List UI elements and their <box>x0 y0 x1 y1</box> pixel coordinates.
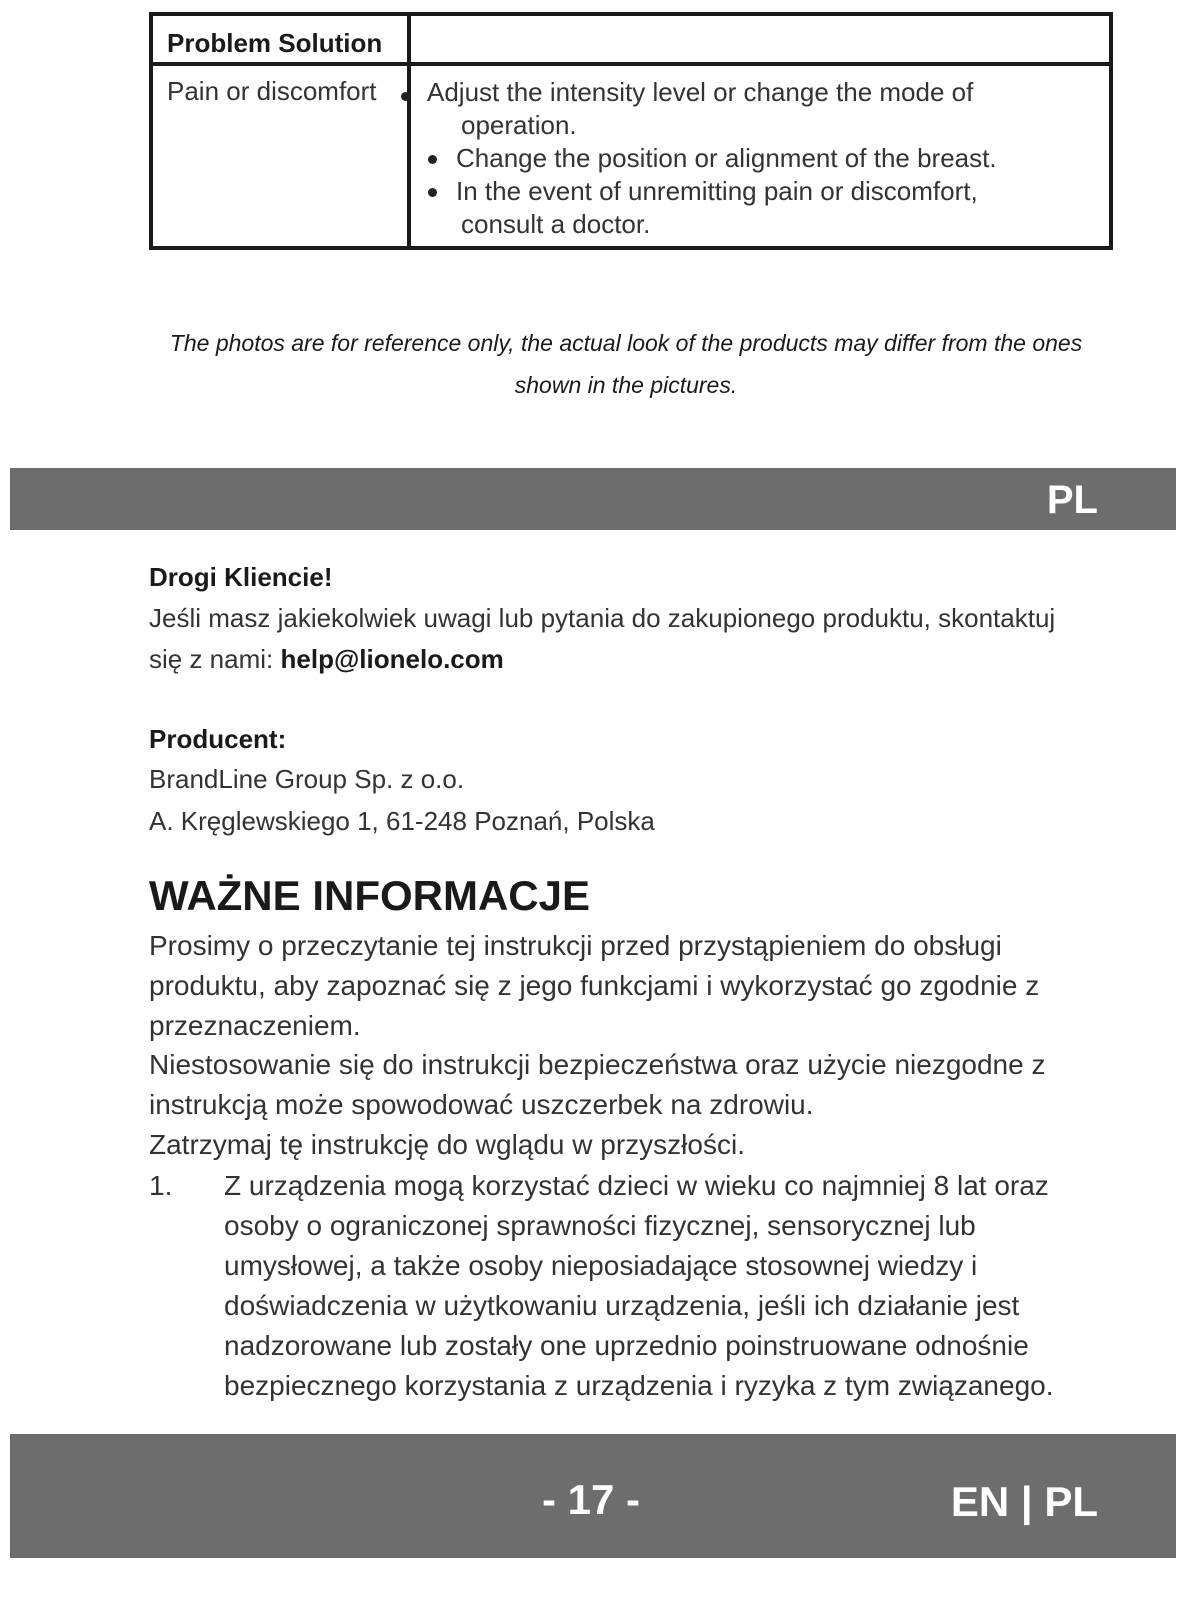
table-cell-solutions <box>411 66 1109 246</box>
solution-item: In the event of unremitting pain or discomfort, <box>427 175 1099 208</box>
solution-item-continued: operation. <box>461 110 577 140</box>
language-label: PL <box>1046 478 1098 522</box>
solution-item-continued: consult a doctor. <box>461 209 651 239</box>
solution-item: Change the position or alignment of the breast. <box>427 142 1099 175</box>
table-header-problem-solution: Problem Solution <box>153 16 411 66</box>
table-cell-problem <box>153 66 411 246</box>
contact-line-2 <box>149 644 504 675</box>
language-section-band <box>10 468 1176 530</box>
problem-text: Pain or discomfort <box>167 76 377 106</box>
troubleshooting-table <box>149 12 1113 250</box>
solution-item: Adjust the intensity level or change the mode of <box>427 77 974 107</box>
bullet-icon <box>428 188 437 197</box>
important-para-2: Niestosowanie się do instrukcji bezpieczeństwa oraz użycie niezgodne z instrukcją może spowodować uszczerbek na zdrowiu. <box>149 1049 1046 1120</box>
contact-line-1: Jeśli masz jakiekolwiek uwagi lub pytania do zakupionego produktu, skontaktuj <box>149 603 1056 633</box>
producer-label: Producent: <box>149 724 287 754</box>
producer-company: BrandLine Group Sp. z o.o. <box>149 764 465 794</box>
table-header-empty <box>411 16 1109 66</box>
disclaimer-line-2: shown in the pictures. <box>514 372 738 398</box>
important-para-3: Zatrzymaj tę instrukcję do wglądu w przyszłości. <box>149 1129 745 1160</box>
important-para-1: Prosimy o przeczytanie tej instrukcji przed przystąpieniem do obsługi produktu, aby zapoznać się z jego funkcjami i wykorzystać go zgodnie z przeznaczeniem. <box>149 930 1040 1041</box>
producer-address: A. Kręglewskiego 1, 61-248 Poznań, Polska <box>149 806 655 836</box>
disclaimer-line-1: The photos are for reference only, the actual look of the products may differ from the ones <box>169 330 1083 356</box>
page-number: - 17 - <box>542 1476 641 1523</box>
bullet-icon <box>428 155 437 164</box>
important-info-heading: WAŻNE INFORMACJE <box>149 872 590 919</box>
bullet-icon <box>401 92 410 101</box>
greeting: Drogi Kliencie! <box>149 562 333 592</box>
footer-languages: EN | PL <box>950 1478 1098 1525</box>
list-item-number: 1. <box>149 1170 173 1201</box>
photo-disclaimer <box>140 322 1112 406</box>
contact-email-link[interactable]: help@lionelo.com <box>280 644 504 674</box>
list-item <box>149 1166 1109 1406</box>
list-item-text: Z urządzenia mogą korzystać dzieci w wieku co najmniej 8 lat oraz osoby o ograniczonej sprawności fizycznej, sensorycznej lub umysłowej, a także osoby nieposiadające stosownej wiedzy i doświadczenia w użytkowaniu urządzenia, jeśli ich działanie jest nadzorowane lub zostały one uprzednio poinstruowane odnośnie bezpiecznego korzystania z urządzenia i ryzyka z tym związanego. <box>224 1170 1054 1401</box>
important-list <box>149 1166 1109 1406</box>
contact-line-2-prefix: się z nami: <box>149 644 281 674</box>
page-footer <box>10 1434 1176 1558</box>
